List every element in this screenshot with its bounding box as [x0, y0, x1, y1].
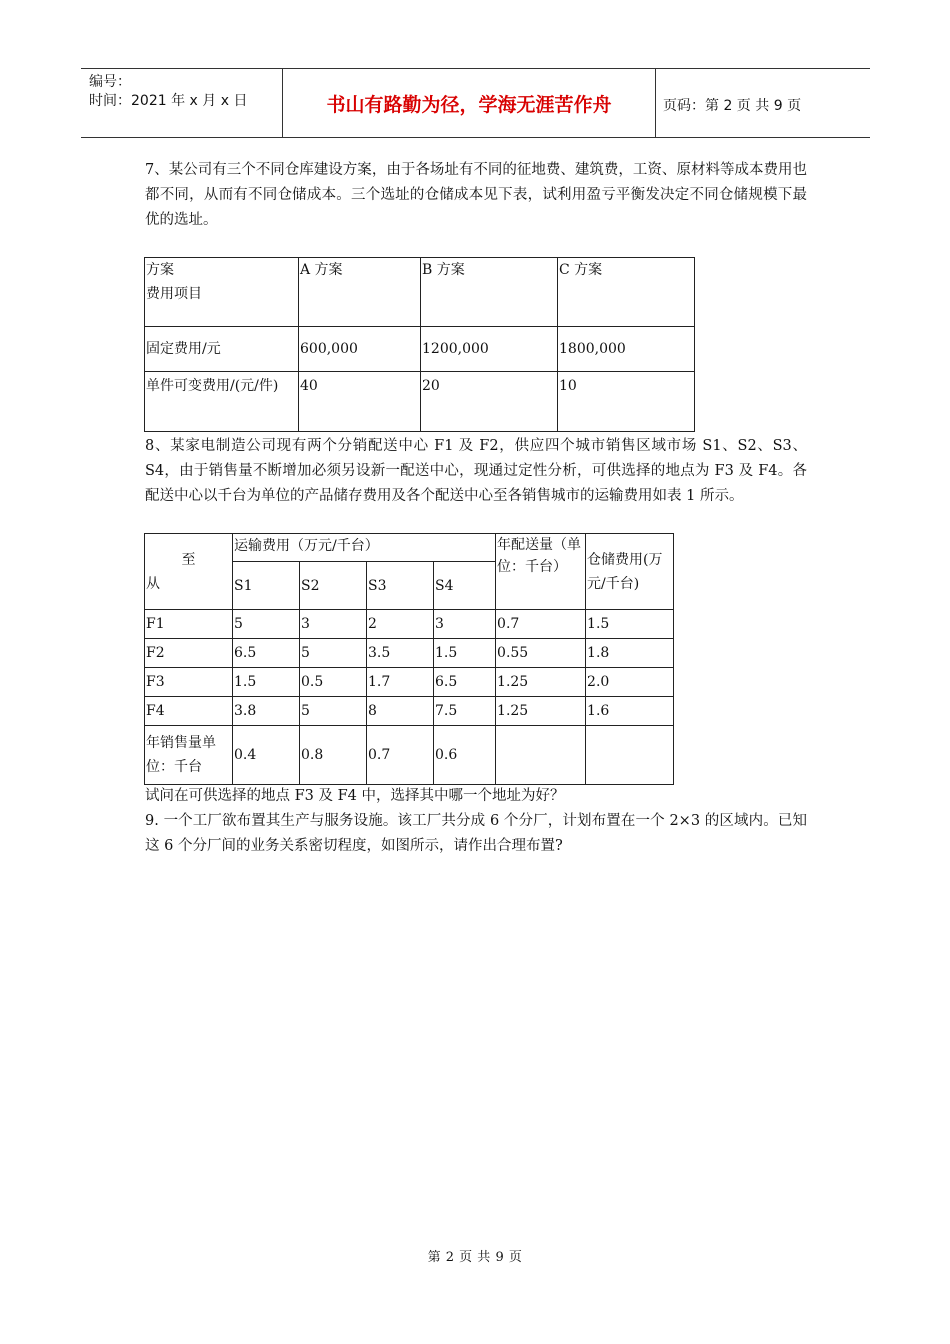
table-cell: 2.0	[586, 668, 674, 697]
table-row	[145, 610, 674, 639]
column-header: A 方案	[299, 258, 421, 327]
destination-header: S2	[300, 562, 367, 610]
corner-bottom-label: 费用项目	[146, 286, 202, 302]
table-cell: 5	[300, 639, 367, 668]
table-cell: 1200,000	[421, 327, 558, 372]
row-label: F1	[145, 610, 233, 639]
corner-cell	[145, 258, 299, 327]
destination-header: S3	[367, 562, 434, 610]
time-label: 时间：2021 年 x 月 x 日	[89, 93, 248, 109]
table-cell: 10	[558, 372, 695, 432]
column-header: B 方案	[421, 258, 558, 327]
table-row	[145, 372, 695, 432]
table-cell: 1.8	[586, 639, 674, 668]
row-label: F4	[145, 697, 233, 726]
table-cell: 1.25	[496, 668, 586, 697]
table-row	[145, 668, 674, 697]
table-cell: 1.5	[233, 668, 300, 697]
q7-text: 7、某公司有三个不同仓库建设方案，由于各场址有不同的征地费、建筑费，工资、原材料等成本费用也都不同，从而有不同仓储成本。三个选址的仓储成本见下表，试利用盈亏平衡发决定不同仓储规模下最优的选址。	[145, 162, 807, 228]
header-motto: 书山有路勤为径，学海无涯苦作舟	[326, 93, 612, 116]
row-label: 固定费用/元	[145, 327, 299, 372]
table-cell: 1.5	[434, 639, 496, 668]
table-cell: 5	[233, 610, 300, 639]
table-cell: 3	[300, 610, 367, 639]
row-label: F2	[145, 639, 233, 668]
annual-header: 年配送量（单位：千台）	[496, 534, 586, 610]
corner-cell	[145, 534, 233, 610]
corner-top-label: 方案	[146, 262, 174, 278]
q8-cost-table	[144, 533, 674, 785]
transport-header: 运输费用（万元/千台）	[233, 534, 496, 562]
row-label: F3	[145, 668, 233, 697]
header-meta	[89, 73, 247, 111]
table-row	[145, 639, 674, 668]
q9-text: 9. 一个工厂欲布置其生产与服务设施。该工厂共分成 6 个分厂，计划布置在一个 2×3 的区域内。已知这 6 个分厂间的业务关系密切程度，如图所示，请作出合理布置?	[145, 813, 807, 854]
table-cell: 1.25	[496, 697, 586, 726]
row-label: 单件可变费用/(元/件)	[145, 372, 299, 432]
table-cell-empty	[496, 726, 586, 785]
table-cell: 3	[434, 610, 496, 639]
page-header	[81, 68, 870, 138]
q8-text: 8、某家电制造公司现有两个分销配送中心 F1 及 F2，供应四个城市销售区域市场 S1、S2、S3、S4，由于销售量不断增加必须另设新一配送中心，现通过定性分析，可供选择的地点为 F3 及 F4。各配送中心以千台为单位的产品储存费用及各个配送中心至各销售城市的运输费用如表 1 所示。	[145, 438, 807, 504]
table-cell: 1.6	[586, 697, 674, 726]
page-footer: 第 2 页 共 9 页	[427, 1250, 523, 1265]
serial-label: 编号：	[89, 74, 131, 90]
table-cell: 6.5	[434, 668, 496, 697]
table-cell: 600,000	[299, 327, 421, 372]
corner-to-label: 至	[181, 552, 196, 568]
table-cell: 3.5	[367, 639, 434, 668]
table-cell: 5	[300, 697, 367, 726]
table-cell-empty	[586, 726, 674, 785]
table-cell: 6.5	[233, 639, 300, 668]
destination-header: S1	[233, 562, 300, 610]
table-cell: 3.8	[233, 697, 300, 726]
header-divider	[655, 69, 656, 137]
q7-cost-table	[144, 257, 695, 432]
table-cell: 20	[421, 372, 558, 432]
table-cell: 0.5	[300, 668, 367, 697]
row-label: 年销售量单位：千台	[145, 726, 233, 785]
table-cell: 1.5	[586, 610, 674, 639]
table-row	[145, 327, 695, 372]
corner-from-label: 从	[146, 576, 160, 592]
table-cell: 40	[299, 372, 421, 432]
table-header-row	[145, 534, 674, 562]
table-cell: 8	[367, 697, 434, 726]
table-cell: 0.6	[434, 726, 496, 785]
table-cell: 7.5	[434, 697, 496, 726]
table-cell: 2	[367, 610, 434, 639]
table-cell: 1.7	[367, 668, 434, 697]
storage-header: 仓储费用(万元/千台)	[586, 534, 674, 610]
column-header: C 方案	[558, 258, 695, 327]
destination-header: S4	[434, 562, 496, 610]
table-cell: 0.7	[496, 610, 586, 639]
table-cell: 1800,000	[558, 327, 695, 372]
table-cell: 0.55	[496, 639, 586, 668]
table-cell: 0.8	[300, 726, 367, 785]
table-header-row	[145, 258, 695, 327]
table-cell: 0.7	[367, 726, 434, 785]
header-page-info: 页码：第 2 页 共 9 页	[663, 98, 802, 114]
table-cell: 0.4	[233, 726, 300, 785]
q8-question: 试问在可供选择的地点 F3 及 F4 中，选择其中哪一个地址为好？	[145, 788, 565, 804]
table-row	[145, 697, 674, 726]
table-row	[145, 726, 674, 785]
